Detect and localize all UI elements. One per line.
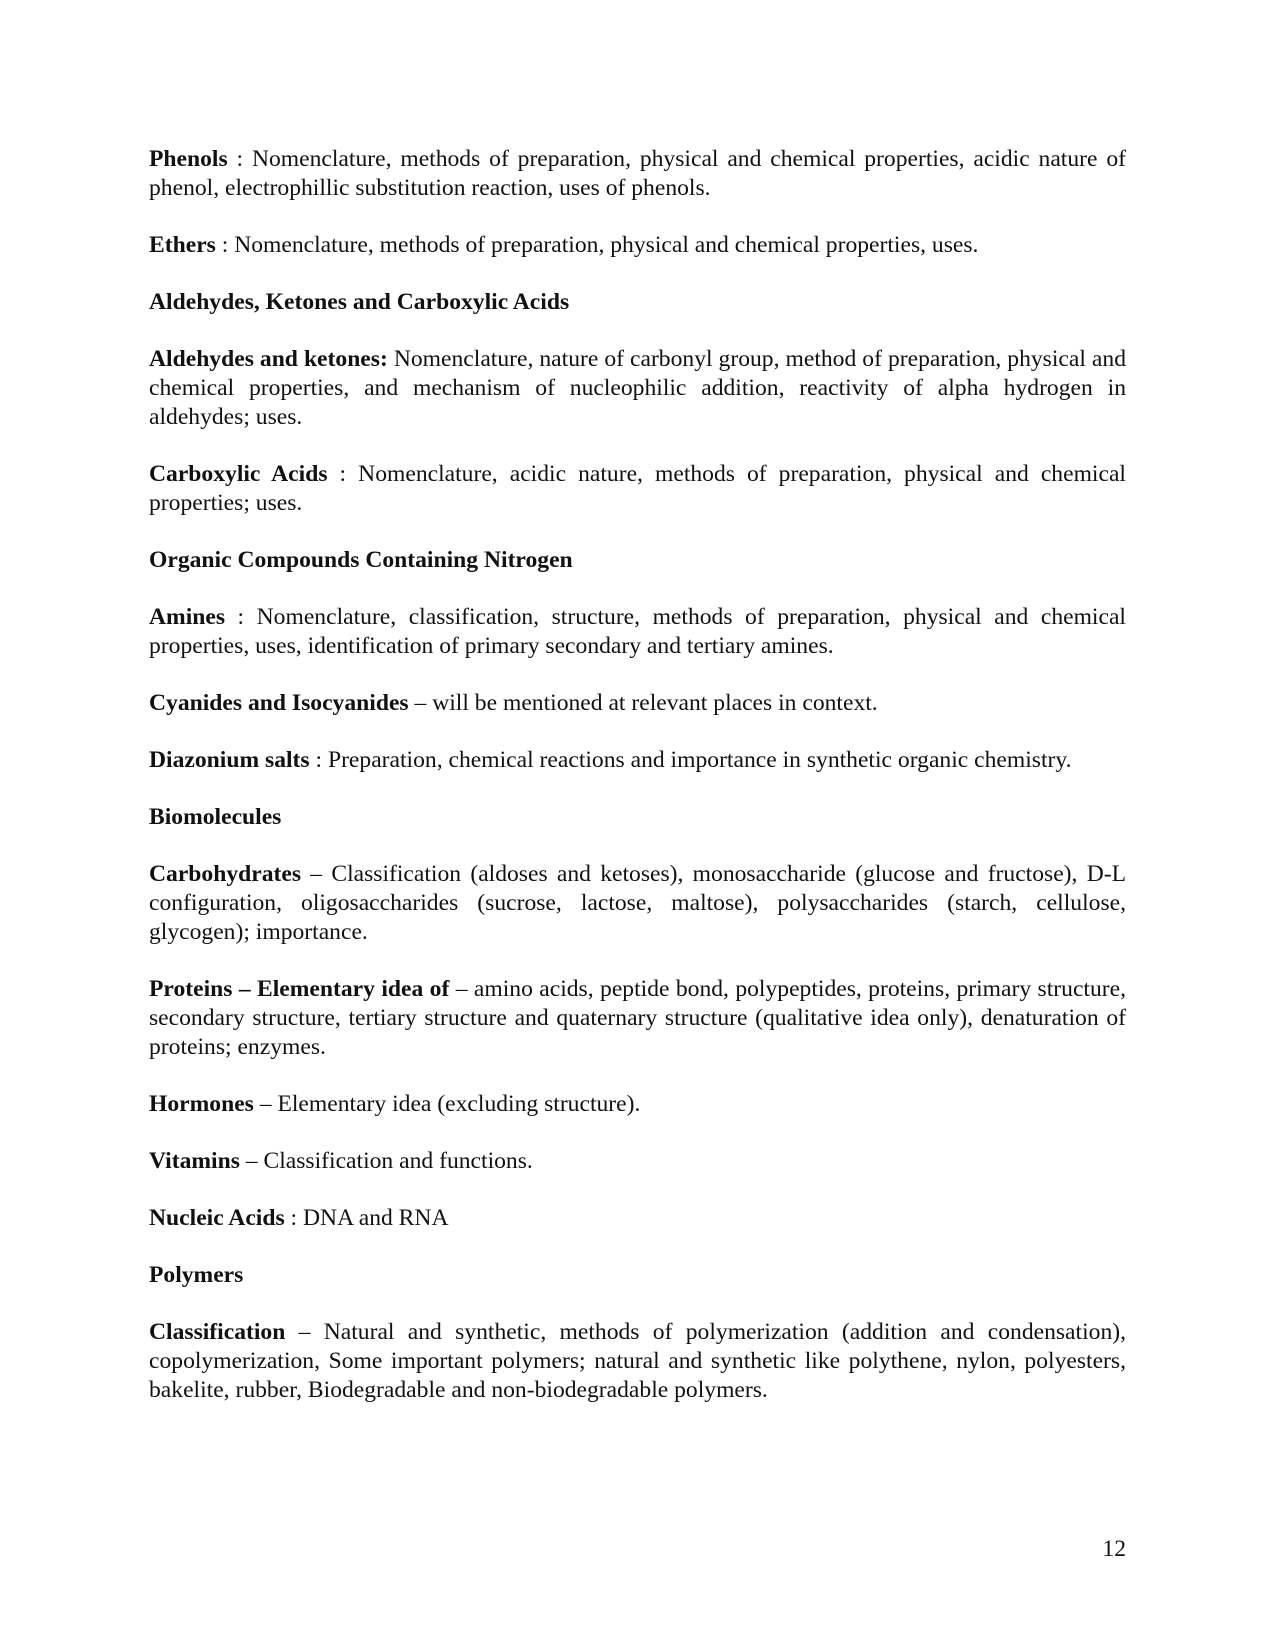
topic-description: Nomenclature, nature of carbonyl group, method of preparation, physical and chemical properties, and mechanism of nucleophilic addition, reactivity of alpha hydrogen in aldehydes; uses. [149,346,1126,430]
section-heading-biomolecules: Biomolecules [149,804,282,830]
topic-term: Carbohydrates [149,861,302,887]
topic-term: Nucleic Acids [149,1205,285,1231]
topic-description: – Elementary idea (excluding structure). [253,1091,641,1117]
topic-description: – will be mentioned at relevant places in context. [408,690,878,716]
topic-description: – Classification (aldoses and ketoses), monosaccharide (glucose and fructose), D-L configuration, oligosaccharides (sucrose, lactose, maltose), polysaccharides (starch, cellulose, glycogen); importance. [149,861,1126,945]
topic-term: Carboxylic Acids [149,461,328,487]
topic-amines [149,603,1126,661]
topic-carboxylic-acids [149,460,1126,518]
topic-term: Hormones [149,1091,254,1117]
topic-term: Classification [149,1319,286,1345]
topic-diazonium-salts [149,746,1126,775]
page-number: 12 [1102,1536,1126,1562]
topic-description: : Nomenclature, acidic nature, methods of preparation, physical and chemical properties; uses. [149,461,1126,516]
topic-description: : DNA and RNA [284,1205,449,1231]
topic-description: – Natural and synthetic, methods of polymerization (addition and condensation), copolymerization, Some important polymers; natural and synthetic like polythene, nylon, polyesters, bakelite, rubber, Biodegradable and non-biodegradable polymers. [149,1319,1126,1403]
topic-description: – Classification and functions. [239,1148,533,1174]
topic-description: : Nomenclature, methods of preparation, physical and chemical properties, acidic nature of phenol, electrophillic substitution reaction, uses of phenols. [149,146,1126,201]
topic-term: Phenols [149,146,228,172]
topic-term: Diazonium salts [149,747,310,773]
topic-term: Cyanides and Isocyanides [149,690,409,716]
topic-ethers [149,231,1126,260]
section-heading-organic-compounds-nitrogen: Organic Compounds Containing Nitrogen [149,547,573,573]
topic-hormones [149,1090,1126,1119]
document-page [149,145,1126,1433]
section-heading-aldehydes-ketones-carboxylic-acids: Aldehydes, Ketones and Carboxylic Acids [149,289,570,315]
topic-term: Aldehydes and ketones: [149,346,388,372]
topic-aldehydes-and-ketones [149,345,1126,432]
topic-description: – amino acids, peptide bond, polypeptides, proteins, primary structure, secondary structure, tertiary structure and quaternary structure (qualitative idea only), denaturation of proteins; enzymes. [149,976,1126,1060]
topic-description: : Nomenclature, classification, structure, methods of preparation, physical and chemical properties, uses, identification of primary secondary and tertiary amines. [149,604,1126,659]
topic-phenols [149,145,1126,203]
topic-carbohydrates [149,860,1126,947]
topic-nucleic-acids [149,1204,1126,1233]
topic-term: Proteins – Elementary idea of [149,976,450,1002]
topic-term: Vitamins [149,1148,240,1174]
topic-cyanides-isocyanides [149,689,1126,718]
topic-proteins [149,975,1126,1062]
topic-description: : Preparation, chemical reactions and importance in synthetic organic chemistry. [309,747,1072,773]
topic-term: Ethers [149,232,216,258]
topic-description: : Nomenclature, methods of preparation, physical and chemical properties, uses. [215,232,979,258]
topic-classification [149,1318,1126,1405]
section-heading-polymers: Polymers [149,1262,244,1288]
topic-term: Amines [149,604,226,630]
topic-vitamins [149,1147,1126,1176]
